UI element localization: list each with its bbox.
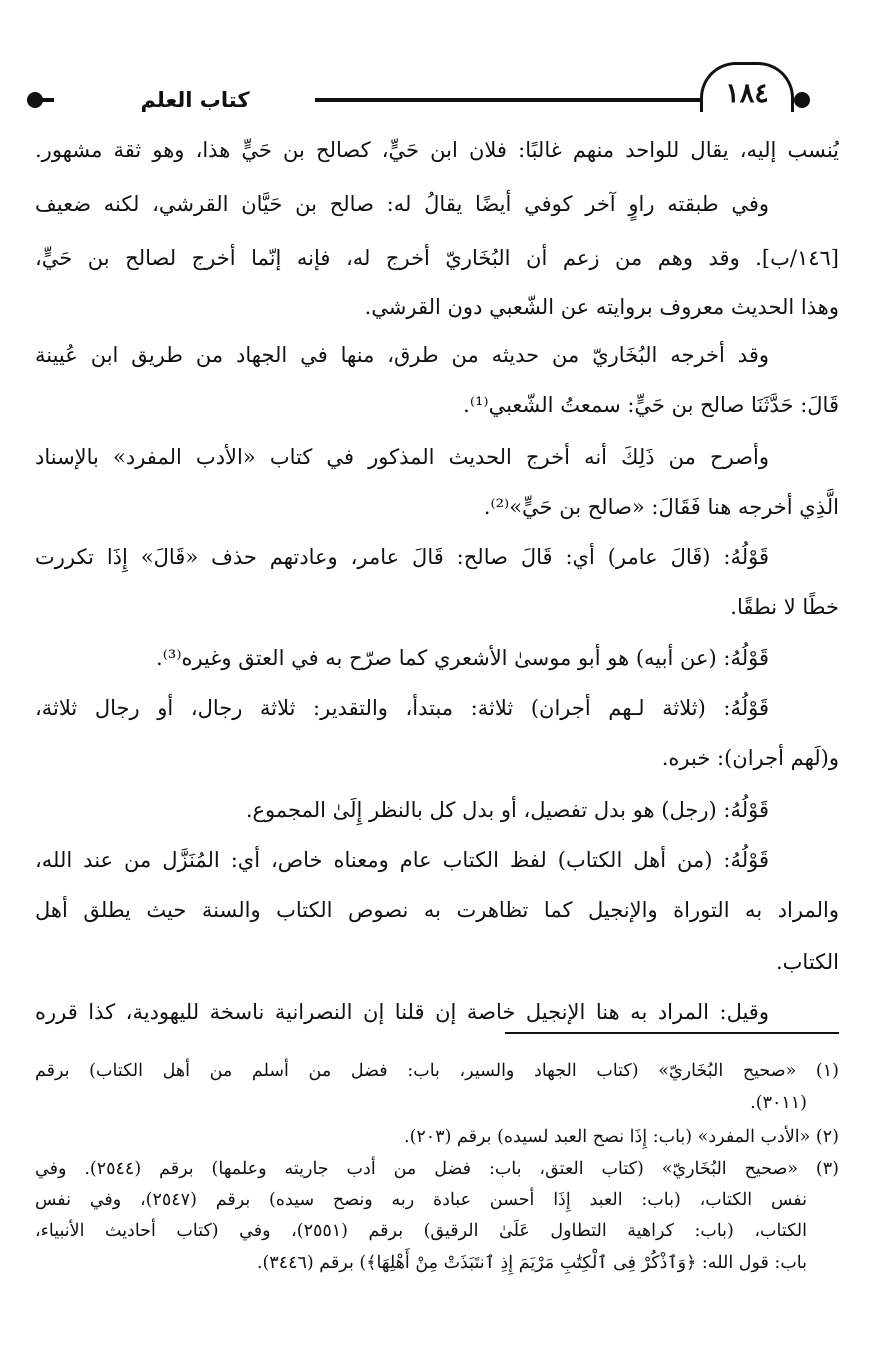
body-line: قَوْلُهُ: (رجل) هو بدل تفصيل، أو بدل كل بالنظر إِلَىٰ المجموع. [245,798,769,822]
footnote-line: نفس الكتاب، (باب: العبد إِذَا أحسن عبادة ربه ونصح سيده) برقم (٢٥٤٧)، وفي نفس [35,1190,807,1210]
footnote-line: (٣) «صحيح البُخَاريّ» (كتاب العتق، باب: فضل من أدب جاريته وعلمها) برقم (٢٥٤٤). وفي [35,1159,839,1179]
body-line: والمراد به التوراة والإنجيل كما تظاهرت به نصوص الكتاب والسنة حيث يطلق أهل [35,898,839,922]
footnote-line: (١) «صحيح البُخَاريّ» (كتاب الجهاد والسير، باب: فضل من أسلم من أهل الكتاب) برقم [35,1061,839,1081]
body-line: قَوْلُهُ: (من أهل الكتاب) لفظ الكتاب عام ومعناه خاص، أي: المُنَزَّل من عند الله، [35,848,769,872]
body-line: يُنسب إليه، يقال للواحد منهم غالبًا: فلان ابن حَيٍّ، كصالح بن حَيٍّ هذا، وهو ثقة مشهور. [35,138,839,162]
body-line: [١٤٦/ب]. وقد وهم من زعم أن البُخَاريّ أخرج له، فإنه إنّما أخرج لصالح بن حَيٍّ، [35,246,839,270]
body-line: قَوْلُهُ: (قَالَ عامر) أي: قَالَ صالح: قَالَ عامر، وعادتهم حذف «قَالَ» إِذَا تكررت [35,545,769,569]
header-ornament-dot [794,92,810,108]
body-line: و(لَهم أجران): خبره. [661,746,839,770]
footnote-separator [505,1032,839,1034]
body-line: قَوْلُهُ: (ثلاثة لـهم أجران) ثلاثة: مبتدأ، والتقدير: ثلاثة رجال، أو رجال ثلاثة، [35,696,769,720]
page-header [0,0,873,130]
page-number: ١٨٤ [725,78,769,109]
body-line: وقيل: المراد به هنا الإنجيل خاصة إن قلنا إن النصرانية ناسخة لليهودية، كذا قرره [35,1000,769,1024]
body-line: وهذا الحديث معروف بروايته عن الشّعبي دون القرشي. [364,295,839,319]
footnote-line: باب: قول الله: ﴿وَٱذْكُرْ فِى ٱلْكِتَٰبِ مَرْيَمَ إِذِ ٱنتَبَذَتْ مِنْ أَهْلِهَا﴾) برقم (٣٤٤٦). [256,1253,807,1273]
body-line: قَالَ: حَدَّثَنَا صالح بن حَيٍّ: سمعتُ الشّعبي⁽¹⁾. [463,393,839,417]
header-rule [40,98,54,102]
body-line: وأصرح من ذَلِكَ أنه أخرج الحديث المذكور في كتاب «الأدب المفرد» بالإسناد [35,445,769,469]
book-title: كتاب العلم [140,88,250,112]
body-line: وقد أخرجه البُخَاريّ من حديثه من طرق، منها في الجهاد من طريق ابن عُيينة [35,343,769,367]
footnote-line: الكتاب، (باب: كراهية التطاول عَلَىٰ الرقيق) برقم (٢٥٥١)، وفي (كتاب أحاديث الأنبياء، [35,1221,808,1241]
footnote-line: (٣٠١١). [750,1093,807,1113]
header-rule [315,98,700,102]
body-line: قَوْلُهُ: (عن أبيه) هو أبو موسىٰ الأشعري كما صرّح به في العتق وغيره⁽³⁾. [156,646,769,670]
body-line: خطًا لا نطقًا. [730,595,839,619]
body-line: الكتاب. [775,950,839,974]
body-line: وفي طبقته راوٍ آخر كوفي أيضًا يقالُ له: صالح بن حَيَّان القرشي، لكنه ضعيف [35,192,769,216]
body-line: الَّذِي أخرجه هنا فَقَالَ: «صالح بن حَيٍّ»⁽²⁾. [483,495,839,519]
footnote-line: (٢) «الأدب المفرد» (باب: إِذَا نصح العبد لسيده) برقم (٢٠٣). [404,1127,839,1147]
